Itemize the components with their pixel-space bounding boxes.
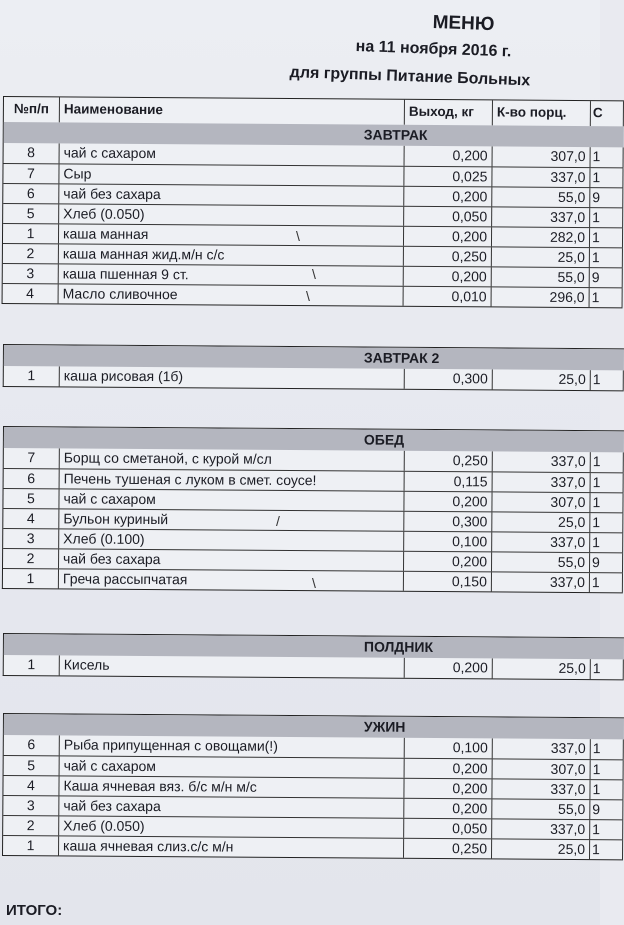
- item-weight: 0,200: [404, 799, 492, 819]
- item-number: 1: [3, 569, 59, 588]
- item-name: чай без сахара: [59, 184, 404, 205]
- section-title-breakfast-2: ЗАВТРАК 2: [4, 345, 624, 370]
- item-number: 1: [4, 655, 60, 675]
- table-dinner: [2, 713, 624, 860]
- item-number: 5: [3, 204, 59, 223]
- item-portions: 307,0: [492, 492, 590, 512]
- item-weight: 0,300: [404, 512, 492, 532]
- pen-tick-mark: \: [312, 266, 316, 282]
- pen-tick-mark: /: [276, 513, 280, 529]
- item-portions: 55,0: [492, 799, 590, 819]
- item-name: каша ячневая слиз.с/с м/н: [59, 836, 404, 857]
- item-portions: 25,0: [493, 369, 591, 390]
- item-name: чай с сахаром: [59, 489, 404, 510]
- item-weight: 0,200: [404, 779, 492, 799]
- item-extra: 1: [591, 473, 624, 492]
- item-extra: 1: [590, 493, 623, 512]
- item-number: 4: [3, 284, 59, 303]
- item-number: 7: [4, 448, 60, 468]
- item-name: каша пшенная 9 ст.: [59, 264, 404, 285]
- item-weight: 0,250: [404, 247, 492, 267]
- table-lunch: [2, 426, 624, 593]
- item-extra: 1: [591, 659, 624, 679]
- item-extra: 1: [590, 513, 623, 532]
- item-number: 6: [3, 184, 59, 203]
- total-label: ИТОГО:: [6, 902, 63, 919]
- item-number: 5: [4, 756, 60, 775]
- item-extra: 1: [591, 452, 624, 472]
- item-name: чай с сахаром: [60, 756, 405, 777]
- item-extra: 1: [590, 208, 623, 227]
- item-name: Каша ячневая вяз. б/с м/н м/с: [59, 776, 404, 797]
- item-weight: 0,150: [404, 572, 492, 592]
- col-header-extra: С: [591, 101, 624, 126]
- item-portions: 282,0: [492, 227, 590, 247]
- item-weight: 0,200: [404, 267, 492, 287]
- menu-title: МЕНЮ: [432, 12, 495, 36]
- item-name: чай с сахаром: [60, 143, 405, 165]
- item-weight: 0,250: [404, 839, 492, 859]
- section-title-lunch: ОБЕД: [4, 427, 624, 452]
- item-name: Греча рассыпчатая: [59, 569, 404, 590]
- item-portions: 337,0: [492, 819, 590, 839]
- item-number: 2: [3, 816, 59, 835]
- item-number: 2: [3, 549, 59, 568]
- item-extra: 1: [590, 533, 623, 552]
- item-portions: 296,0: [492, 287, 590, 307]
- table-breakfast-2: [3, 344, 624, 391]
- item-number: 6: [4, 469, 60, 488]
- col-header-name: Наименование: [60, 97, 405, 124]
- item-portions: 337,0: [492, 532, 590, 552]
- item-weight: 0,100: [404, 532, 492, 552]
- item-number: 3: [3, 264, 59, 283]
- item-portions: 337,0: [492, 207, 590, 227]
- item-extra: 9: [590, 800, 623, 819]
- item-number: 3: [3, 796, 59, 815]
- item-extra: 1: [590, 840, 623, 859]
- item-weight: 0,115: [405, 472, 493, 492]
- item-name: Масло сливочное: [59, 284, 404, 305]
- item-extra: 9: [590, 553, 623, 572]
- item-extra: 1: [590, 168, 623, 187]
- item-weight: 0,200: [405, 759, 493, 779]
- item-weight: 0,050: [404, 207, 492, 227]
- item-extra: 1: [591, 760, 624, 779]
- item-number: 4: [3, 776, 59, 795]
- item-name: чай без сахара: [59, 549, 404, 570]
- item-portions: 25,0: [492, 247, 590, 267]
- item-name: Рыба припущенная с овощами(!): [60, 735, 405, 757]
- item-extra: 1: [590, 248, 623, 267]
- item-number: 6: [4, 735, 60, 755]
- item-name: Хлеб (0.100): [59, 529, 404, 550]
- item-extra: 1: [591, 739, 624, 759]
- item-number: 1: [3, 224, 59, 243]
- item-portions: 25,0: [493, 658, 591, 679]
- item-name: Борщ со сметаной, с курой м/сл: [60, 448, 405, 470]
- item-number: 4: [3, 509, 59, 528]
- item-name: Хлеб (0.050): [59, 816, 404, 837]
- item-weight: 0,100: [405, 738, 493, 759]
- item-extra: 9: [590, 268, 623, 287]
- section-title-breakfast: ЗАВТРАК: [4, 122, 624, 147]
- pen-tick-mark: \: [296, 228, 300, 244]
- item-number: 5: [3, 489, 59, 508]
- item-weight: 0,200: [405, 658, 493, 679]
- item-weight: 0,010: [404, 287, 492, 307]
- item-portions: 337,0: [493, 451, 591, 472]
- item-extra: 1: [591, 147, 624, 167]
- item-weight: 0,200: [404, 492, 492, 512]
- item-weight: 0,200: [404, 227, 492, 247]
- pen-tick-mark: \: [306, 288, 310, 304]
- item-portions: 307,0: [493, 146, 591, 167]
- item-name: Кисель: [60, 655, 405, 677]
- item-extra: 1: [590, 228, 623, 247]
- item-extra: 1: [590, 288, 623, 307]
- item-weight: 0,025: [404, 167, 492, 187]
- item-number: 3: [3, 529, 59, 548]
- col-header-qty: К-во порц.: [493, 100, 591, 126]
- item-weight: 0,250: [405, 451, 493, 472]
- item-name: каша манная: [59, 224, 404, 245]
- item-number: 7: [3, 164, 59, 183]
- col-header-weight: Выход, кг: [405, 100, 493, 126]
- item-extra: 1: [590, 780, 623, 799]
- item-name: Бульон куриный: [59, 509, 404, 530]
- item-weight: 0,200: [405, 146, 493, 167]
- item-portions: 337,0: [492, 167, 590, 187]
- item-name: каша рисовая (1б): [60, 366, 405, 388]
- item-extra: 1: [591, 370, 624, 390]
- item-extra: 9: [590, 188, 623, 207]
- item-extra: 1: [590, 820, 623, 839]
- item-extra: 1: [590, 573, 623, 592]
- item-name: Сыр: [59, 164, 404, 185]
- menu-date: на 11 ноября 2016 г.: [355, 38, 512, 61]
- item-number: 8: [4, 143, 60, 163]
- item-name: Хлеб (0.050): [59, 204, 404, 225]
- item-name: чай без сахара: [59, 796, 404, 817]
- item-number: 2: [3, 244, 59, 263]
- item-name: каша манная жид.м/н с/с: [59, 244, 404, 265]
- item-portions: 337,0: [492, 572, 590, 592]
- section-title-dinner: УЖИН: [4, 714, 624, 739]
- item-portions: 25,0: [492, 512, 590, 532]
- item-number: 1: [4, 366, 60, 386]
- item-portions: 55,0: [492, 552, 590, 572]
- item-portions: 337,0: [492, 779, 590, 799]
- item-number: 1: [3, 836, 59, 855]
- item-portions: 55,0: [492, 187, 590, 207]
- item-portions: 25,0: [492, 839, 590, 859]
- table-snack: [3, 633, 624, 680]
- item-weight: 0,300: [405, 369, 493, 390]
- item-weight: 0,200: [404, 187, 492, 207]
- item-portions: 337,0: [493, 472, 591, 492]
- item-portions: 55,0: [492, 267, 590, 287]
- section-title-snack: ПОЛДНИК: [4, 634, 624, 659]
- col-header-num: №п/п: [4, 97, 60, 122]
- menu-group: для группы Питание Больных: [289, 64, 531, 90]
- item-weight: 0,200: [404, 552, 492, 572]
- item-weight: 0,050: [404, 819, 492, 839]
- pen-tick-mark: \: [312, 575, 316, 591]
- item-portions: 307,0: [493, 759, 591, 779]
- item-name: Печень тушеная с луком в смет. соусе!: [60, 469, 405, 490]
- item-portions: 337,0: [493, 738, 591, 759]
